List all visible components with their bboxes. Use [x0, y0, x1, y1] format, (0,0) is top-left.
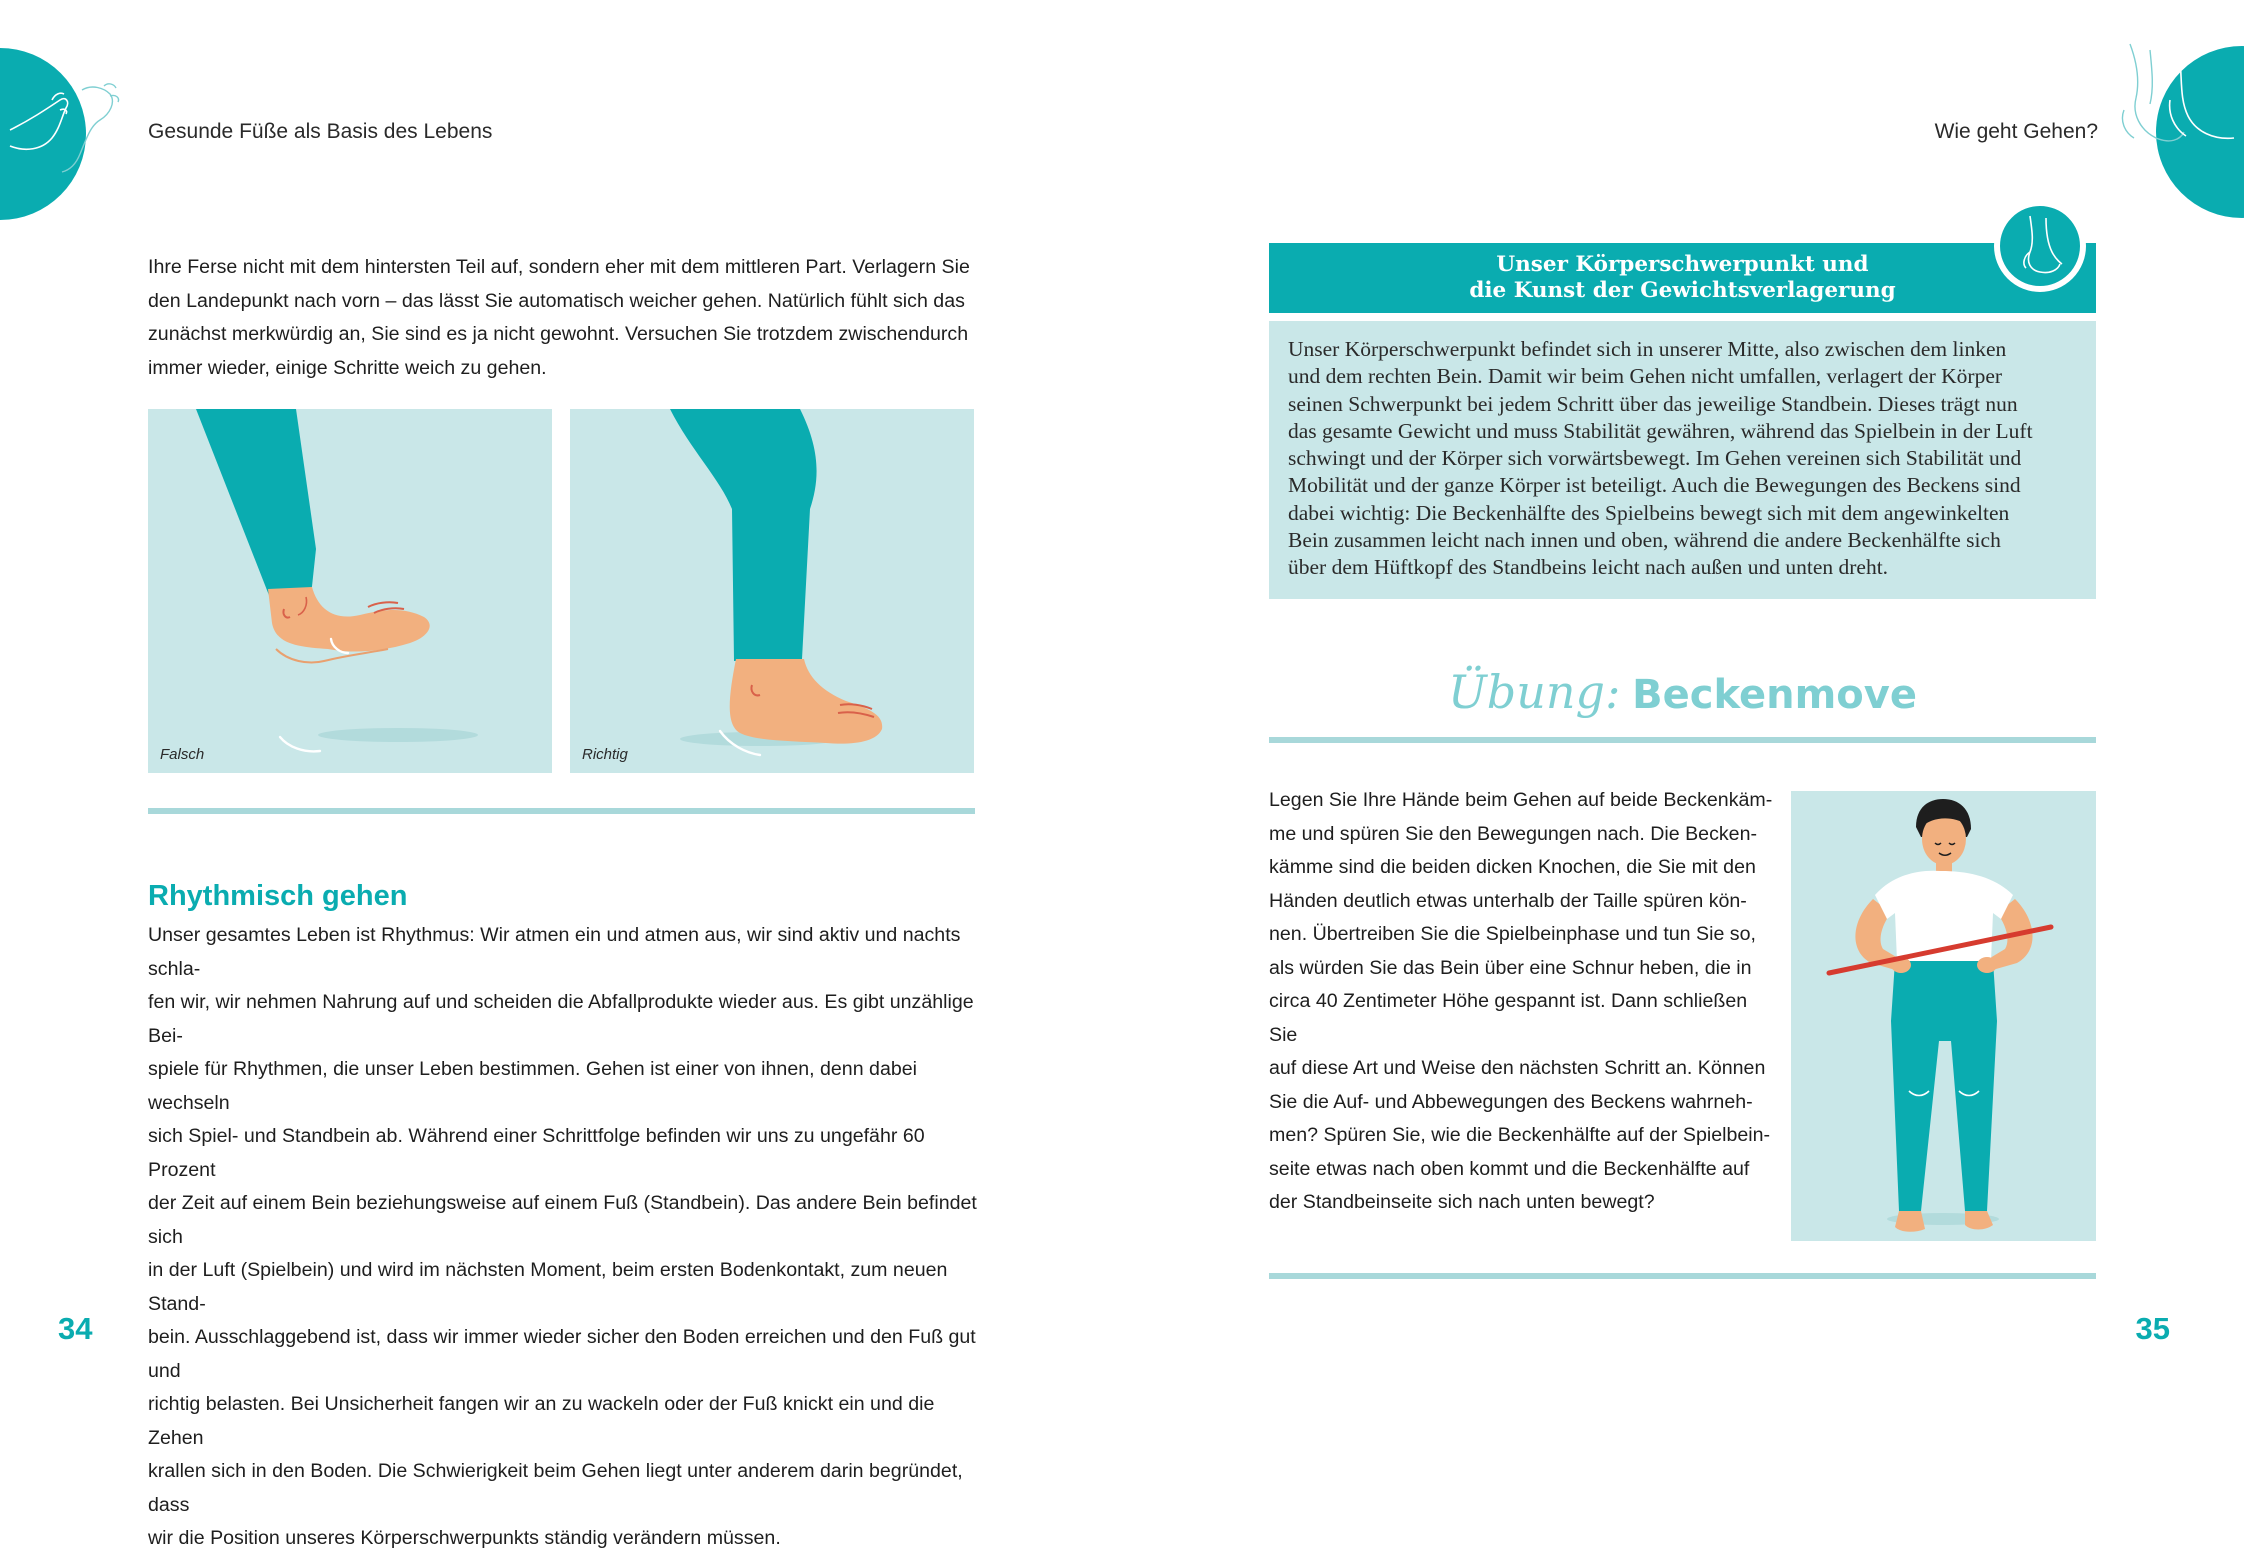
- text-line: richtig belasten. Bei Unsicherheit fangen wir an zu wackeln oder der Fuß knickt ein und die Zehen: [148, 1393, 935, 1449]
- text-line: kämme sind die beiden dicken Knochen, die Sie mit den: [1269, 856, 1756, 878]
- foot-sketch-icon-left: [0, 80, 140, 180]
- text-line: fen wir, wir nehmen Nahrung auf und scheiden die Abfallprodukte wieder aus. Es gibt unzählige Bei-: [148, 991, 974, 1047]
- text-line: über dem Hüftkopf des Standbeins leicht nach außen und unten dreht.: [1288, 555, 1889, 580]
- person-pelvis-illustration: [1791, 791, 2096, 1241]
- text-line: das gesamte Gewicht und muss Stabilität gewähren, während das Spielbein in der Luft: [1288, 418, 2033, 443]
- text-line: schwingt und der Körper sich vorwärtsbewegt. Im Gehen vereinen sich Stabilität und: [1288, 446, 2022, 471]
- text-line: den Landepunkt nach vorn – das lässt Sie automatisch weicher gehen. Natürlich fühlt sich das: [148, 289, 965, 312]
- text-line: Ihre Ferse nicht mit dem hintersten Teil auf, sondern eher mit dem mittleren Part. Verlagern Sie: [148, 256, 970, 278]
- text-line: seite etwas nach oben kommt und die Beckenhälfte auf: [1269, 1157, 1750, 1180]
- text-line: me und spüren Sie den Bewegungen nach. Die Becken-: [1269, 822, 1757, 845]
- text-line: als würden Sie das Bein über eine Schnur heben, die in: [1269, 956, 1752, 979]
- exercise-divider-bottom: [1269, 1273, 2096, 1279]
- page-number-right: 35: [2135, 1311, 2170, 1346]
- text-line: seinen Schwerpunkt bei jedem Schritt über das jeweilige Standbein. Dieses trägt nun: [1288, 391, 2018, 416]
- text-line: zunächst merkwürdig an, Sie sind es ja nicht gewohnt. Versuchen Sie trotzdem zwischendurch: [148, 323, 969, 345]
- text-line: immer wieder, einige Schritte weich zu gehen.: [148, 356, 547, 379]
- leg-foot-illustration-wrong: [148, 409, 552, 773]
- intro-paragraph: [148, 251, 978, 385]
- text-line: Bein zusammen leicht nach innen und oben, während die andere Beckenhälfte sich: [1288, 528, 2001, 553]
- page-number-left: 34: [58, 1311, 93, 1346]
- text-line: men? Spüren Sie, wie die Beckenhälfte auf der Spielbein-: [1269, 1124, 1771, 1146]
- text-line: Unser Körperschwerpunkt befindet sich in unserer Mitte, also zwischen dem linken: [1288, 337, 2007, 361]
- illustration-caption: Richtig: [582, 746, 628, 763]
- exercise-heading: [1269, 665, 2096, 719]
- leg-foot-illustration-correct: [570, 409, 974, 773]
- text-line: auf diese Art und Weise den nächsten Schritt an. Können: [1269, 1057, 1766, 1079]
- person-with-stick-illustration: [1791, 791, 2096, 1241]
- text-line: Legen Sie Ihre Hände beim Gehen auf beide Beckenkäm-: [1269, 789, 1773, 811]
- text-line: und dem rechten Bein. Damit wir beim Gehen nicht umfallen, verlagert der Körper: [1288, 364, 2003, 389]
- section-heading: Rhythmisch gehen: [148, 880, 408, 912]
- text-line: spiele für Rhythmen, die unser Leben bestimmen. Gehen ist einer von ihnen, denn dabei wechseln: [148, 1058, 917, 1114]
- foot-sketch-icon-right: [2110, 40, 2244, 170]
- text-line: der Zeit auf einem Bein beziehungsweise auf einem Fuß (Standbein). Das andere Bein befindet sich: [148, 1192, 977, 1248]
- section-divider-left: [148, 808, 975, 814]
- text-line: der Standbeinseite sich nach unten bewegt?: [1269, 1191, 1655, 1213]
- illustration-correct-step: [570, 409, 974, 773]
- foot-outline-icon: [2000, 206, 2080, 286]
- text-line: sich Spiel- und Standbein ab. Während einer Schrittfolge befinden wir uns zu ungefähr 60 Prozent: [148, 1125, 925, 1181]
- text-line: circa 40 Zentimeter Höhe gespannt ist. Dann schließen Sie: [1269, 990, 1748, 1046]
- illustration-wrong-step: [148, 409, 552, 773]
- text-line: Sie die Auf- und Abbewegungen des Beckens wahrneh-: [1269, 1090, 1753, 1113]
- text-line: bein. Ausschlaggebend ist, dass wir immer wieder sicher den Boden erreichen und den Fuß gut und: [148, 1326, 976, 1382]
- text-line: nen. Übertreiben Sie die Spielbeinphase und tun Sie so,: [1269, 923, 1756, 945]
- rhythm-paragraph: [148, 919, 978, 1556]
- text-line: in der Luft (Spielbein) und wird im nächsten Moment, beim ersten Bodenkontakt, zum neuen Stand-: [148, 1259, 948, 1315]
- running-head-right: Wie geht Gehen?: [1934, 120, 2098, 143]
- info-box-title: [1269, 243, 2096, 313]
- exercise-divider-top: [1269, 737, 2096, 743]
- info-box-title-line: Unser Körperschwerpunkt und: [1496, 252, 1869, 277]
- text-line: dabei wichtig: Die Beckenhälfte des Spielbeins bewegt sich mit dem angewinkelten: [1288, 500, 2010, 525]
- illustration-caption: Falsch: [160, 746, 205, 763]
- exercise-paragraph: [1269, 784, 1779, 1220]
- info-box-title-line: die Kunst der Gewichtsverlagerung: [1469, 278, 1896, 303]
- running-head-left: Gesunde Füße als Basis des Lebens: [148, 120, 493, 143]
- exercise-name: Beckenmove: [1632, 672, 1917, 718]
- text-line: Unser gesamtes Leben ist Rhythmus: Wir atmen ein und atmen aus, wir sind aktiv und nachts schla-: [148, 924, 961, 980]
- text-line: krallen sich in den Boden. Die Schwierigkeit beim Gehen liegt unter anderem darin begründet, dass: [148, 1460, 963, 1516]
- exercise-label: Übung:: [1448, 665, 1621, 719]
- text-line: Händen deutlich etwas unterhalb der Taille spüren kön-: [1269, 889, 1747, 912]
- text-line: Mobilität und der ganze Körper ist beteiligt. Auch die Bewegungen des Beckens sind: [1288, 473, 2021, 498]
- foot-badge-icon: [1994, 200, 2086, 292]
- info-box-body: [1269, 321, 2096, 599]
- text-line: wir die Position unseres Körperschwerpunkts ständig verändern müssen.: [148, 1527, 781, 1549]
